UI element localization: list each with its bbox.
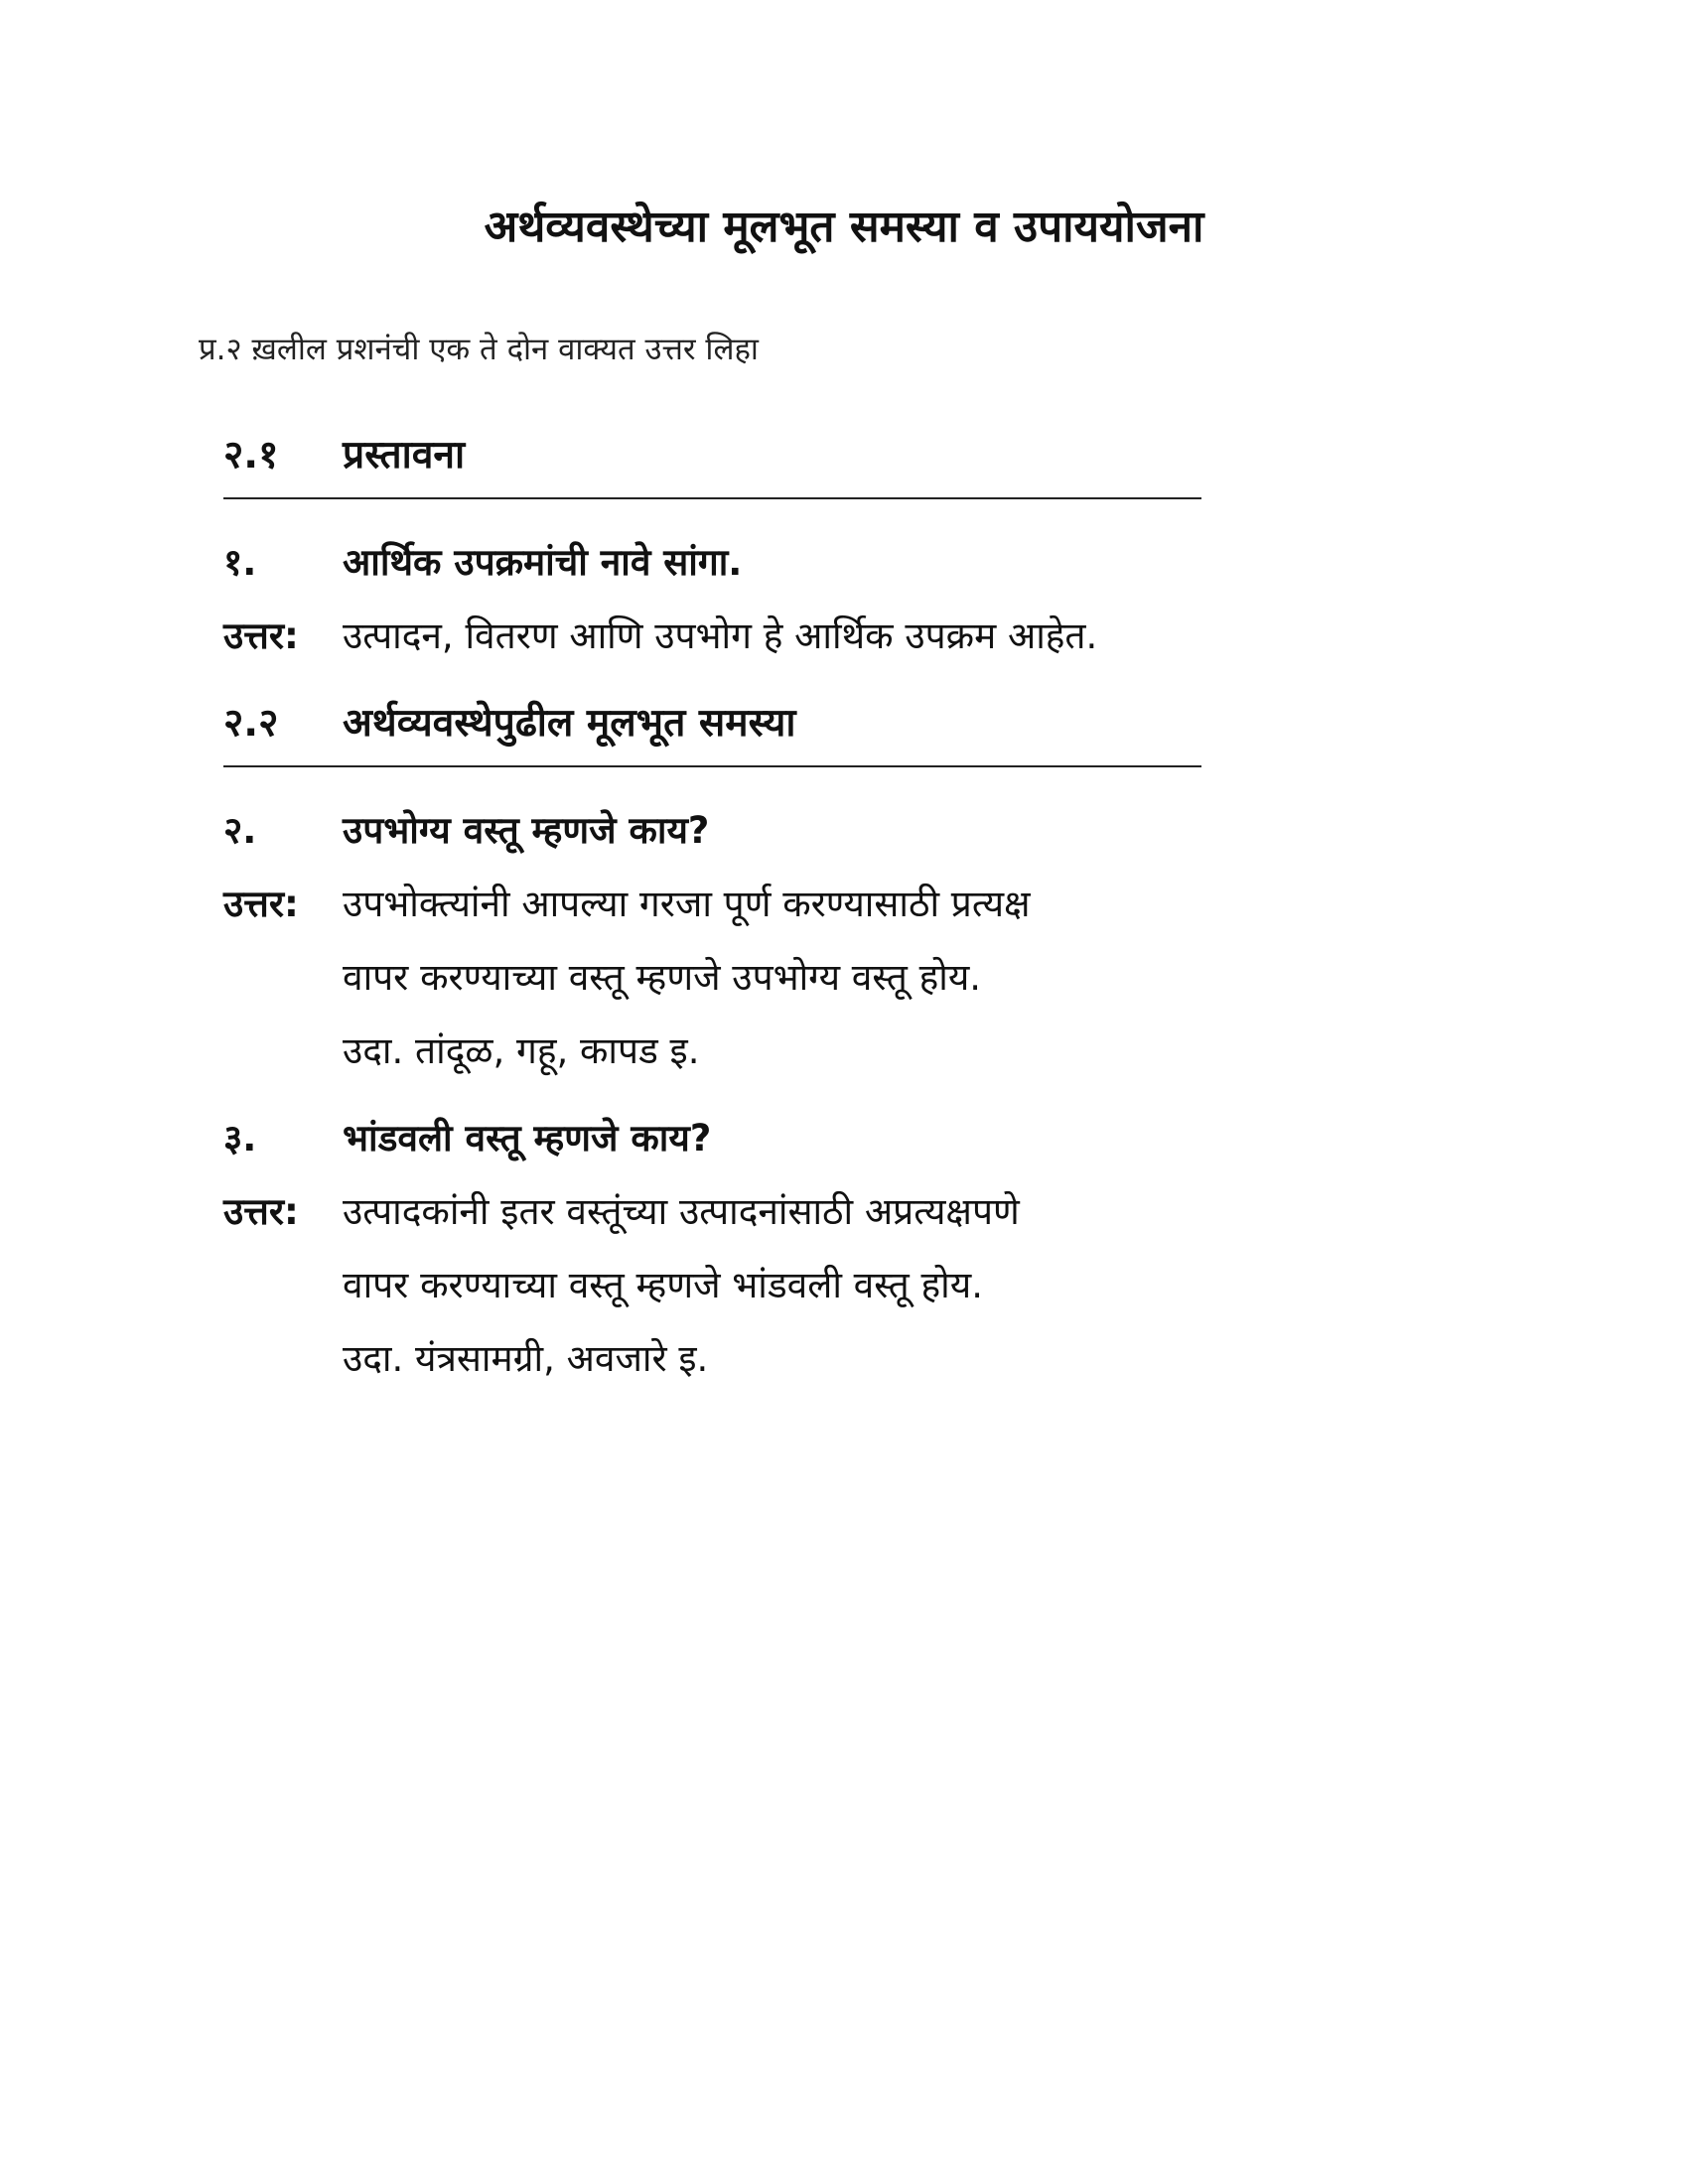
section-number: २.२ — [223, 701, 279, 746]
answer-row — [223, 600, 1216, 673]
section-title: अर्थव्यवस्थेपुढील मूलभूत समस्या — [343, 701, 796, 746]
answer-line: उत्पादकांनी इतर वस्तूंच्या उत्पादनांसाठी अप्रत्यक्षपणे — [343, 1190, 1020, 1233]
answer-line: वापर करण्याच्या वस्तू म्हणजे भांडवली वस्तू होय. — [343, 1264, 983, 1306]
question-block-1 — [223, 526, 1216, 673]
question-row — [223, 526, 1216, 600]
question-text: उपभोग्य वस्तू म्हणजे काय? — [343, 809, 710, 852]
answer-line: उत्पादन, वितरण आणि उपभोग हे आर्थिक उपक्रम आहेत. — [343, 614, 1098, 657]
question-text: भांडवली वस्तू म्हणजे काय? — [343, 1117, 712, 1160]
section-number: २.१ — [223, 433, 279, 478]
answer-line: उपभोक्त्यांनी आपल्या गरजा पूर्ण करण्यासाठी प्रत्यक्ष — [343, 883, 1031, 925]
answer-line: उदा. यंत्रसामग्री, अवजारे इ. — [343, 1337, 709, 1380]
question-row — [223, 794, 1216, 868]
question-row — [223, 1102, 1216, 1175]
question-block-3 — [223, 1102, 1216, 1396]
question-number: २. — [223, 809, 257, 852]
answer-row — [223, 1175, 1216, 1396]
section-title: प्रस्तावना — [343, 433, 466, 478]
answer-label: उत्तर: — [223, 614, 299, 657]
answer-label: उत्तर: — [223, 1190, 299, 1233]
section-heading-prastavana — [223, 427, 1201, 499]
answer-line: उदा. तांदूळ, गहू, कापड इ. — [343, 1029, 700, 1072]
question-number: १. — [223, 541, 257, 584]
answer-row — [223, 868, 1216, 1088]
question-number: ३. — [223, 1117, 257, 1160]
question-text: आर्थिक उपक्रमांची नावे सांगा. — [343, 541, 743, 584]
answer-label: उत्तर: — [223, 883, 299, 925]
instruction-text: प्र.२ ख़लील प्रशनंची एक ते दोन वाक्यत उत्तर लिहा — [199, 332, 759, 367]
question-block-2 — [223, 794, 1216, 1088]
page-title: अर्थव्यवस्थेच्या मूलभूत समस्या व उपाययोजना — [484, 202, 1204, 252]
section-heading-mulbhut-samasya — [223, 695, 1201, 767]
answer-line: वापर करण्याच्या वस्तू म्हणजे उपभोग्य वस्तू होय. — [343, 956, 982, 999]
